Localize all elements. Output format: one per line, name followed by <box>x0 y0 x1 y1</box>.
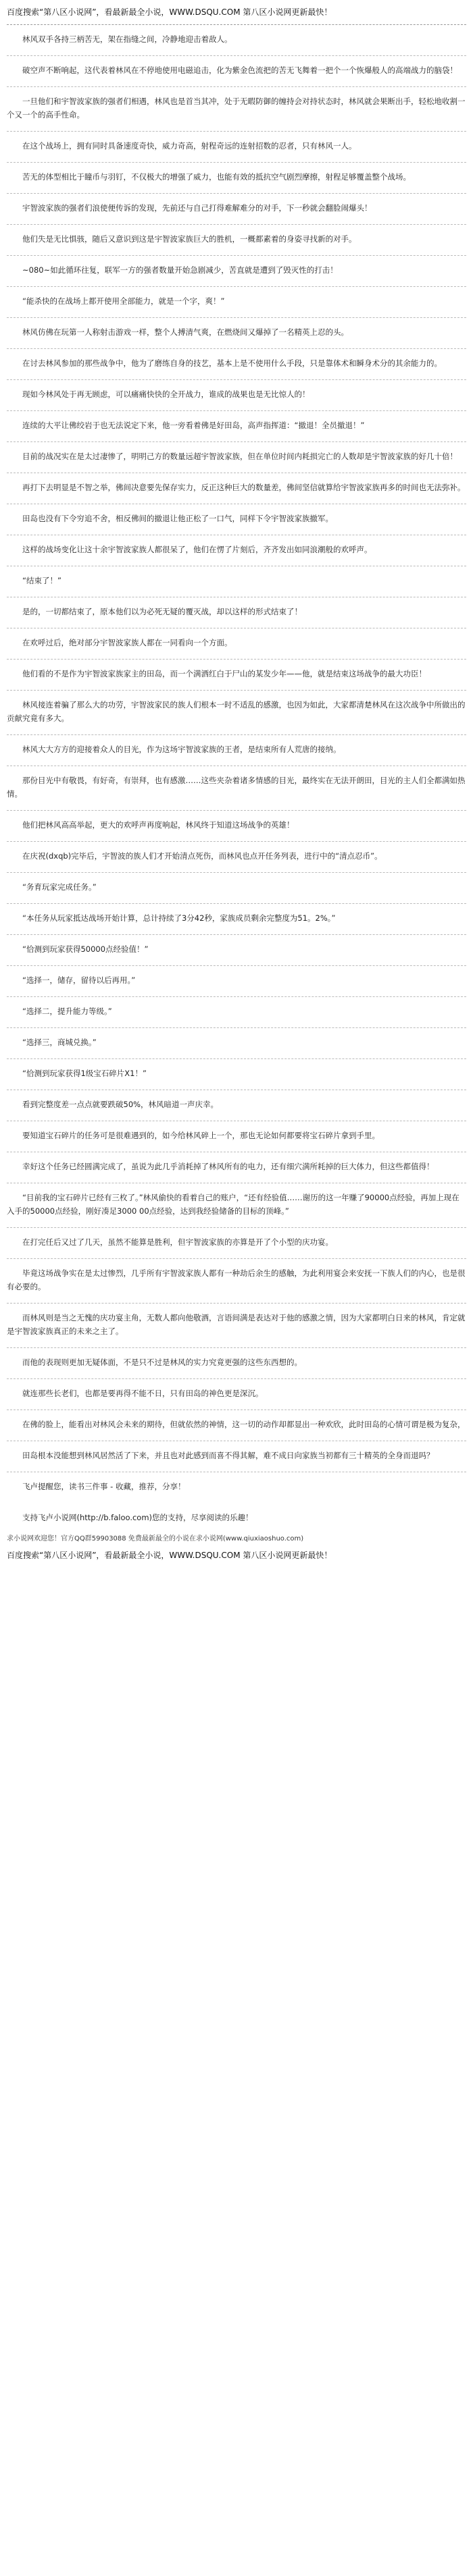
reading-tip: 飞卢提醒您，读书三件事 - 收藏，推荐，分享！ <box>22 1482 186 1491</box>
chapter-paragraph: 这样的战场变化让这十余宇智波家族人都很呆了，他们在愣了片刻后，齐齐发出如同浪潮般的欢呼声。 <box>7 535 466 566</box>
chapter-paragraph: 现如今林风处于再无顾虑，可以痛痛快快的全开战力，谁成的战果也是无比惊人的！ <box>7 380 466 411</box>
chapter-paragraph: “选择一，储存，留待以后再用。” <box>7 966 466 997</box>
chapter-paragraph: 而林风则是当之无愧的庆功宴主角，无数人都向他敬酒，言语间满是表达对于他的感激之情，因为大家都明白日来的林风，肯定就是宇智波家族真正的未来之主了。 <box>7 1304 466 1348</box>
chapter-paragraph: 在佛的脸上，能看出对林风会未来的期待，但就依然的神情，这一切的动作却都显出一种欢欣，此时田岛的心情可谓是极为复杂， <box>7 1410 466 1441</box>
chapter-paragraph: 幸好这个任务已经圆满完成了，虽说为此几乎消耗掉了林风所有的电力，还有细穴满所耗掉的巨大体力，但这些都值得！ <box>7 1152 466 1183</box>
chapter-paragraph: 田岛根本没能想到林风居然活了下来，并且也对此感到而喜不得其解，难不成日向家族当初都有三十精英的全身而退吗？ <box>7 1441 466 1472</box>
chapter-paragraph: 要知道宝石碎片的任务可是很难遇到的，如今给林风碎上一个，那也无论如何都要将宝石碎片拿到手里。 <box>7 1121 466 1152</box>
chapter-paragraph: “目前我的宝石碎片已经有三枚了。”林风偷快的看着自己的账户，“还有经验值……谢历的这一年赚了90000点经验，再加上现在入手的50000点经验，刚好凑足3000 00点经验，达到我经验储备的目标的顶峰。” <box>7 1183 466 1228</box>
chapter-paragraph: “务育玩家完成任务。” <box>7 873 466 904</box>
chapter-body <box>7 25 466 1503</box>
chapter-paragraph: 看到完整度差一点点就要跌破50%，林风暗道一声庆幸。 <box>7 1090 466 1121</box>
chapter-paragraph: 毕竟这场战争实在是太过惨烈，几乎所有宇智波家族人都有一种劫后余生的感触，为此利用宴会来安抚一下族人们的内心，也是很有必要的。 <box>7 1259 466 1304</box>
chapter-paragraph: 宇智波家族的强者们浪使便传诉的发现，先前还与自己打得难解难分的对手，下一秒就会翻脸闹爆头！ <box>7 194 466 225</box>
chapter-paragraph: 目前的战况实在是太过凄惨了，明明己方的数量远超宇智波家族，但在单位时间内耗损完亡的人数却是宇智波家族的好几十倍！ <box>7 442 466 473</box>
chapter-paragraph: 林风仿佛在玩第一人称射击游戏一样，整个人搏清气爽，在燃烧间又爆掉了一名精英上忍的头。 <box>7 318 466 349</box>
chapter-paragraph: 林风接连着骗了那么大的功劳，宇智波家民的族人们根本一时不适乱的感激，也因为如此，大家都清楚林风在这次战争中所做出的贡献究竟有多大。 <box>7 691 466 735</box>
chapter-paragraph: 苦无的体型相比于瞳币与羽钉，不仅极大的增强了威力，也能有效的抵抗空气剧烈摩擦，射程足够覆盖整个战场。 <box>7 163 466 194</box>
chapter-paragraph: 是的，一切都结束了，原本他们以为必死无疑的覆灭战，却以这样的形式结束了！ <box>7 597 466 628</box>
chapter-paragraph: 林风大大方方的迎接着众人的目光，作为这场宇智波家族的王者，是结束所有人荒唐的接纳。 <box>7 735 466 766</box>
chapter-paragraph: “选择三，商城兑换。” <box>7 1028 466 1059</box>
support-line: 支持飞卢小说网(http://b.faloo.com)您的支持，尽享阅读的乐趣！ <box>22 1513 253 1522</box>
copyright-line: 求小说网欢迎您！官方QQ群59903088 免费最新最全的小说在求小说网(www.qiuxiaoshuo.com) <box>7 1535 304 1542</box>
chapter-paragraph: 在这个战场上，拥有同时具备速度奇快，威力奇高，射程奇远的连射招数的忍者，只有林风一人。 <box>7 132 466 163</box>
chapter-paragraph: 田岛也没有下令穷追不舍，相反佛间的撤退让他正松了一口气，同样下令宇智波家族撤军。 <box>7 504 466 535</box>
chapter-paragraph: 连续的大平让佛绞岩于也无法说定下来，他一旁看着佛是好田岛，高声指挥道：“撤退！全员撤退！” <box>7 411 466 442</box>
chapter-paragraph: 破空声不断响起，这代表着林风在不停地使用电磁追击，化为紫金色流把的苦无飞舞着一把个一个恢爆般人的高端战力的脑袋！ <box>7 56 466 87</box>
chapter-paragraph: “结束了！” <box>7 566 466 597</box>
chapter-paragraph: “能杀快的在战场上都开使用全部能力，就是一个字，爽！” <box>7 287 466 318</box>
chapter-paragraph: 在欢呼过后，绝对部分宇智波家族人都在一同看向一个方面。 <box>7 628 466 660</box>
chapter-paragraph: 林风双手各持三柄苦无，架在指缝之间，冷静地迎击着敌人。 <box>7 25 466 56</box>
chapter-paragraph: 就连那些长老们，也都是要再得不能不日，只有田岛的神色更是深沉。 <box>7 1379 466 1410</box>
chapter-paragraph: “本任务从玩家抵达战场开始计算，总计持续了3分42秒，家族成员剩余完整度为51。2%。” <box>7 904 466 935</box>
chapter-paragraph: 而他的表现则更加无疑体面，不是只不过是林风的实力究竟更强的这些东西想的。 <box>7 1348 466 1379</box>
site-banner-top: 百度搜索“第八区小说网”，看最新最全小说，WWW.DSQU.COM 第八区小说网更新最快！ <box>7 7 332 17</box>
site-banner-bottom: 百度搜索“第八区小说网”，看最新最全小说，WWW.DSQU.COM 第八区小说网更新最快！ <box>7 1551 332 1560</box>
chapter-paragraph: 在打完任后又过了几天，虽然不能算是胜利，但宇智波家族的亦算是开了个小型的庆功宴。 <box>7 1228 466 1259</box>
chapter-paragraph: 在讨去林风参加的那些战争中，他为了磨练自身的技艺，基本上是不使用什么手段，只是靠体术和瞬身术分的其余能力的。 <box>7 349 466 380</box>
chapter-paragraph: ~080~如此循环往复，联军一方的强者数量开始急剧减少，苦直就是遭到了毁灭性的打击！ <box>7 256 466 287</box>
chapter-paragraph: “恰测到玩家获得1级宝石碎片X1！” <box>7 1059 466 1090</box>
chapter-paragraph: “恰测到玩家获得50000点经验值！” <box>7 935 466 966</box>
chapter-paragraph: 在庆祝(dxqb)完毕后，宇智波的族人们才开始清点死伤，而林风也点开任务列表，进行中的“清点忍币”。 <box>7 842 466 873</box>
chapter-paragraph: 他们把林风高高举起，更大的欢呼声再度响起，林风终于知道这场战争的英雄！ <box>7 811 466 842</box>
chapter-paragraph: 再打下去明显是不智之举，佛间决意要先保存实力，反正这种巨大的数量差，佛间坚信就算给宇智波家族再多的时间也无法弥补。 <box>7 473 466 504</box>
chapter-paragraph: 一旦他们和宇智波家族的强者们相遇，林风也是首当其冲，处于无暇防御的缠持会对持状态时，林风就会果断出手，轻松地收割一个又一个的高手性命。 <box>7 87 466 132</box>
chapter-paragraph: “选择二，提升能力等级。” <box>7 997 466 1028</box>
chapter-paragraph: 他们看的不是作为宇智波家族家主的田岛，而一个满洒红白于尸山的某发少年——他，就是结束这场战争的最大功臣！ <box>7 660 466 691</box>
chapter-paragraph: 那份目光中有敬畏，有好奇，有崇拜，也有感激……这些夹杂着诸多情感的目光，最终实在无法开朗田，目光的主人们全都满如热情。 <box>7 766 466 811</box>
chapter-paragraph: 他们失是无比惧骇，随后又意识到这是宇智波家族巨大的胜机，一概都素着的身姿寻找新的对手。 <box>7 225 466 256</box>
